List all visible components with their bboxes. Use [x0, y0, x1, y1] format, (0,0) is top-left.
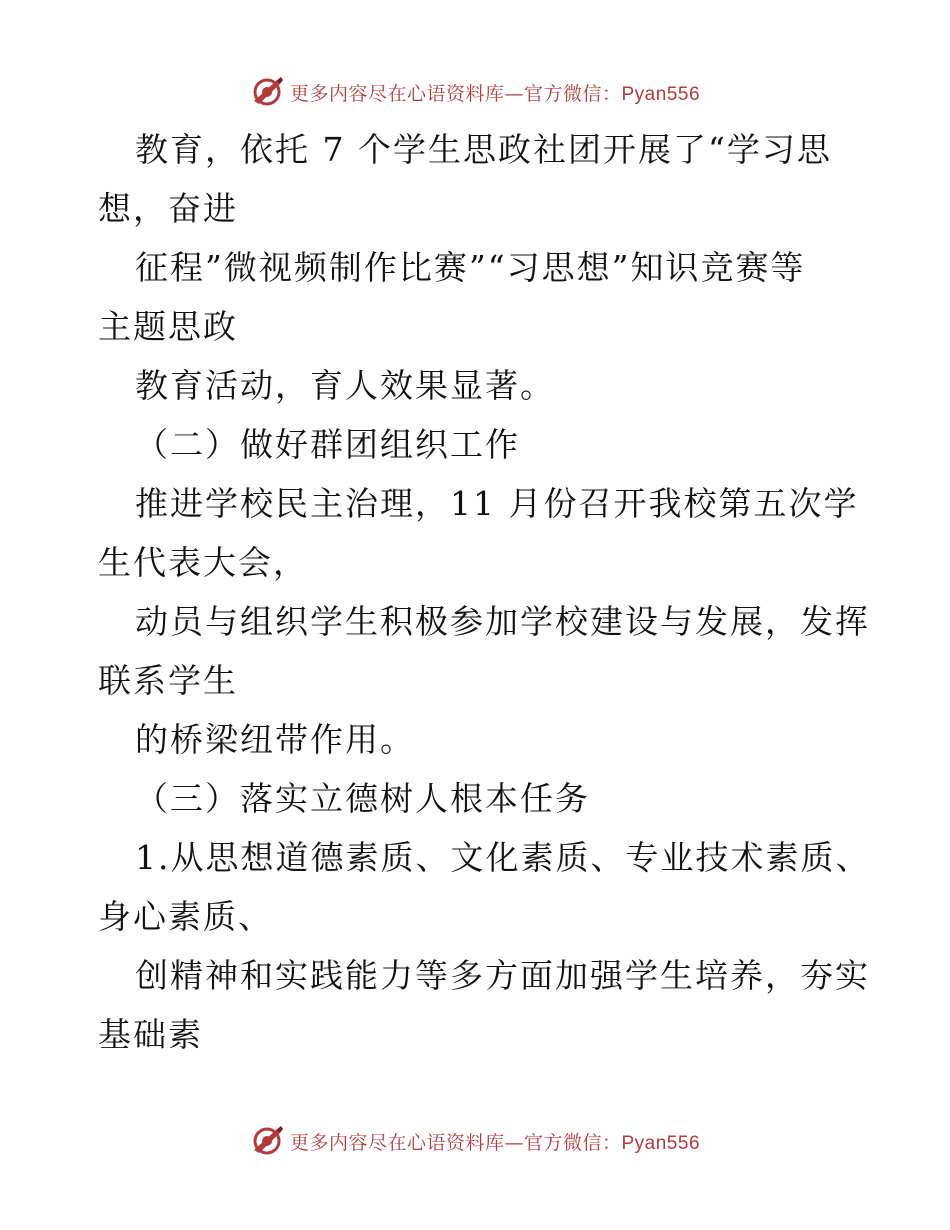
footer-watermark: [0, 1121, 950, 1161]
section-heading: （二）做好群团组织工作: [135, 425, 520, 464]
text-line: 生代表大会，: [98, 543, 308, 582]
text-line: 动员与组织学生积极参加学校建设与发展，发挥: [135, 602, 870, 641]
text-line: 教育活动，育人效果显著。: [135, 366, 555, 405]
text-line: 联系学生: [98, 661, 238, 700]
text-line: 身心素质、: [98, 897, 273, 936]
text-line: 主题思政: [98, 307, 238, 346]
watermark-text: 更多内容尽在心语资料库—官方微信：Pyan556: [289, 1131, 701, 1154]
header-watermark: [0, 72, 950, 112]
section-heading: （三）落实立德树人根本任务: [135, 779, 590, 818]
text-line: 的桥梁纽带作用。: [135, 720, 415, 759]
text-line: 征程”微视频制作比赛”“习思想”知识竞赛等: [135, 248, 806, 287]
text-line: 基础素: [98, 1015, 203, 1054]
text-line: 1.从思想道德素质、文化素质、专业技术素质、: [135, 838, 871, 877]
red-pen-logo-icon: [250, 1124, 284, 1158]
wechat-id: Pyan556: [621, 83, 701, 105]
text-line: 推进学校民主治理，11 月份召开我校第五次学: [135, 484, 859, 523]
document-body: [98, 120, 871, 1064]
text-line: 教育，依托 7 个学生思政社团开展了“学习思: [135, 130, 832, 169]
wechat-id: Pyan556: [621, 1132, 701, 1154]
text-line: 想，奋进: [98, 189, 238, 228]
watermark-text: 更多内容尽在心语资料库—官方微信：Pyan556: [289, 82, 701, 105]
text-line: 创精神和实践能力等多方面加强学生培养，夯实: [135, 956, 870, 995]
red-pen-logo-icon: [250, 75, 284, 109]
